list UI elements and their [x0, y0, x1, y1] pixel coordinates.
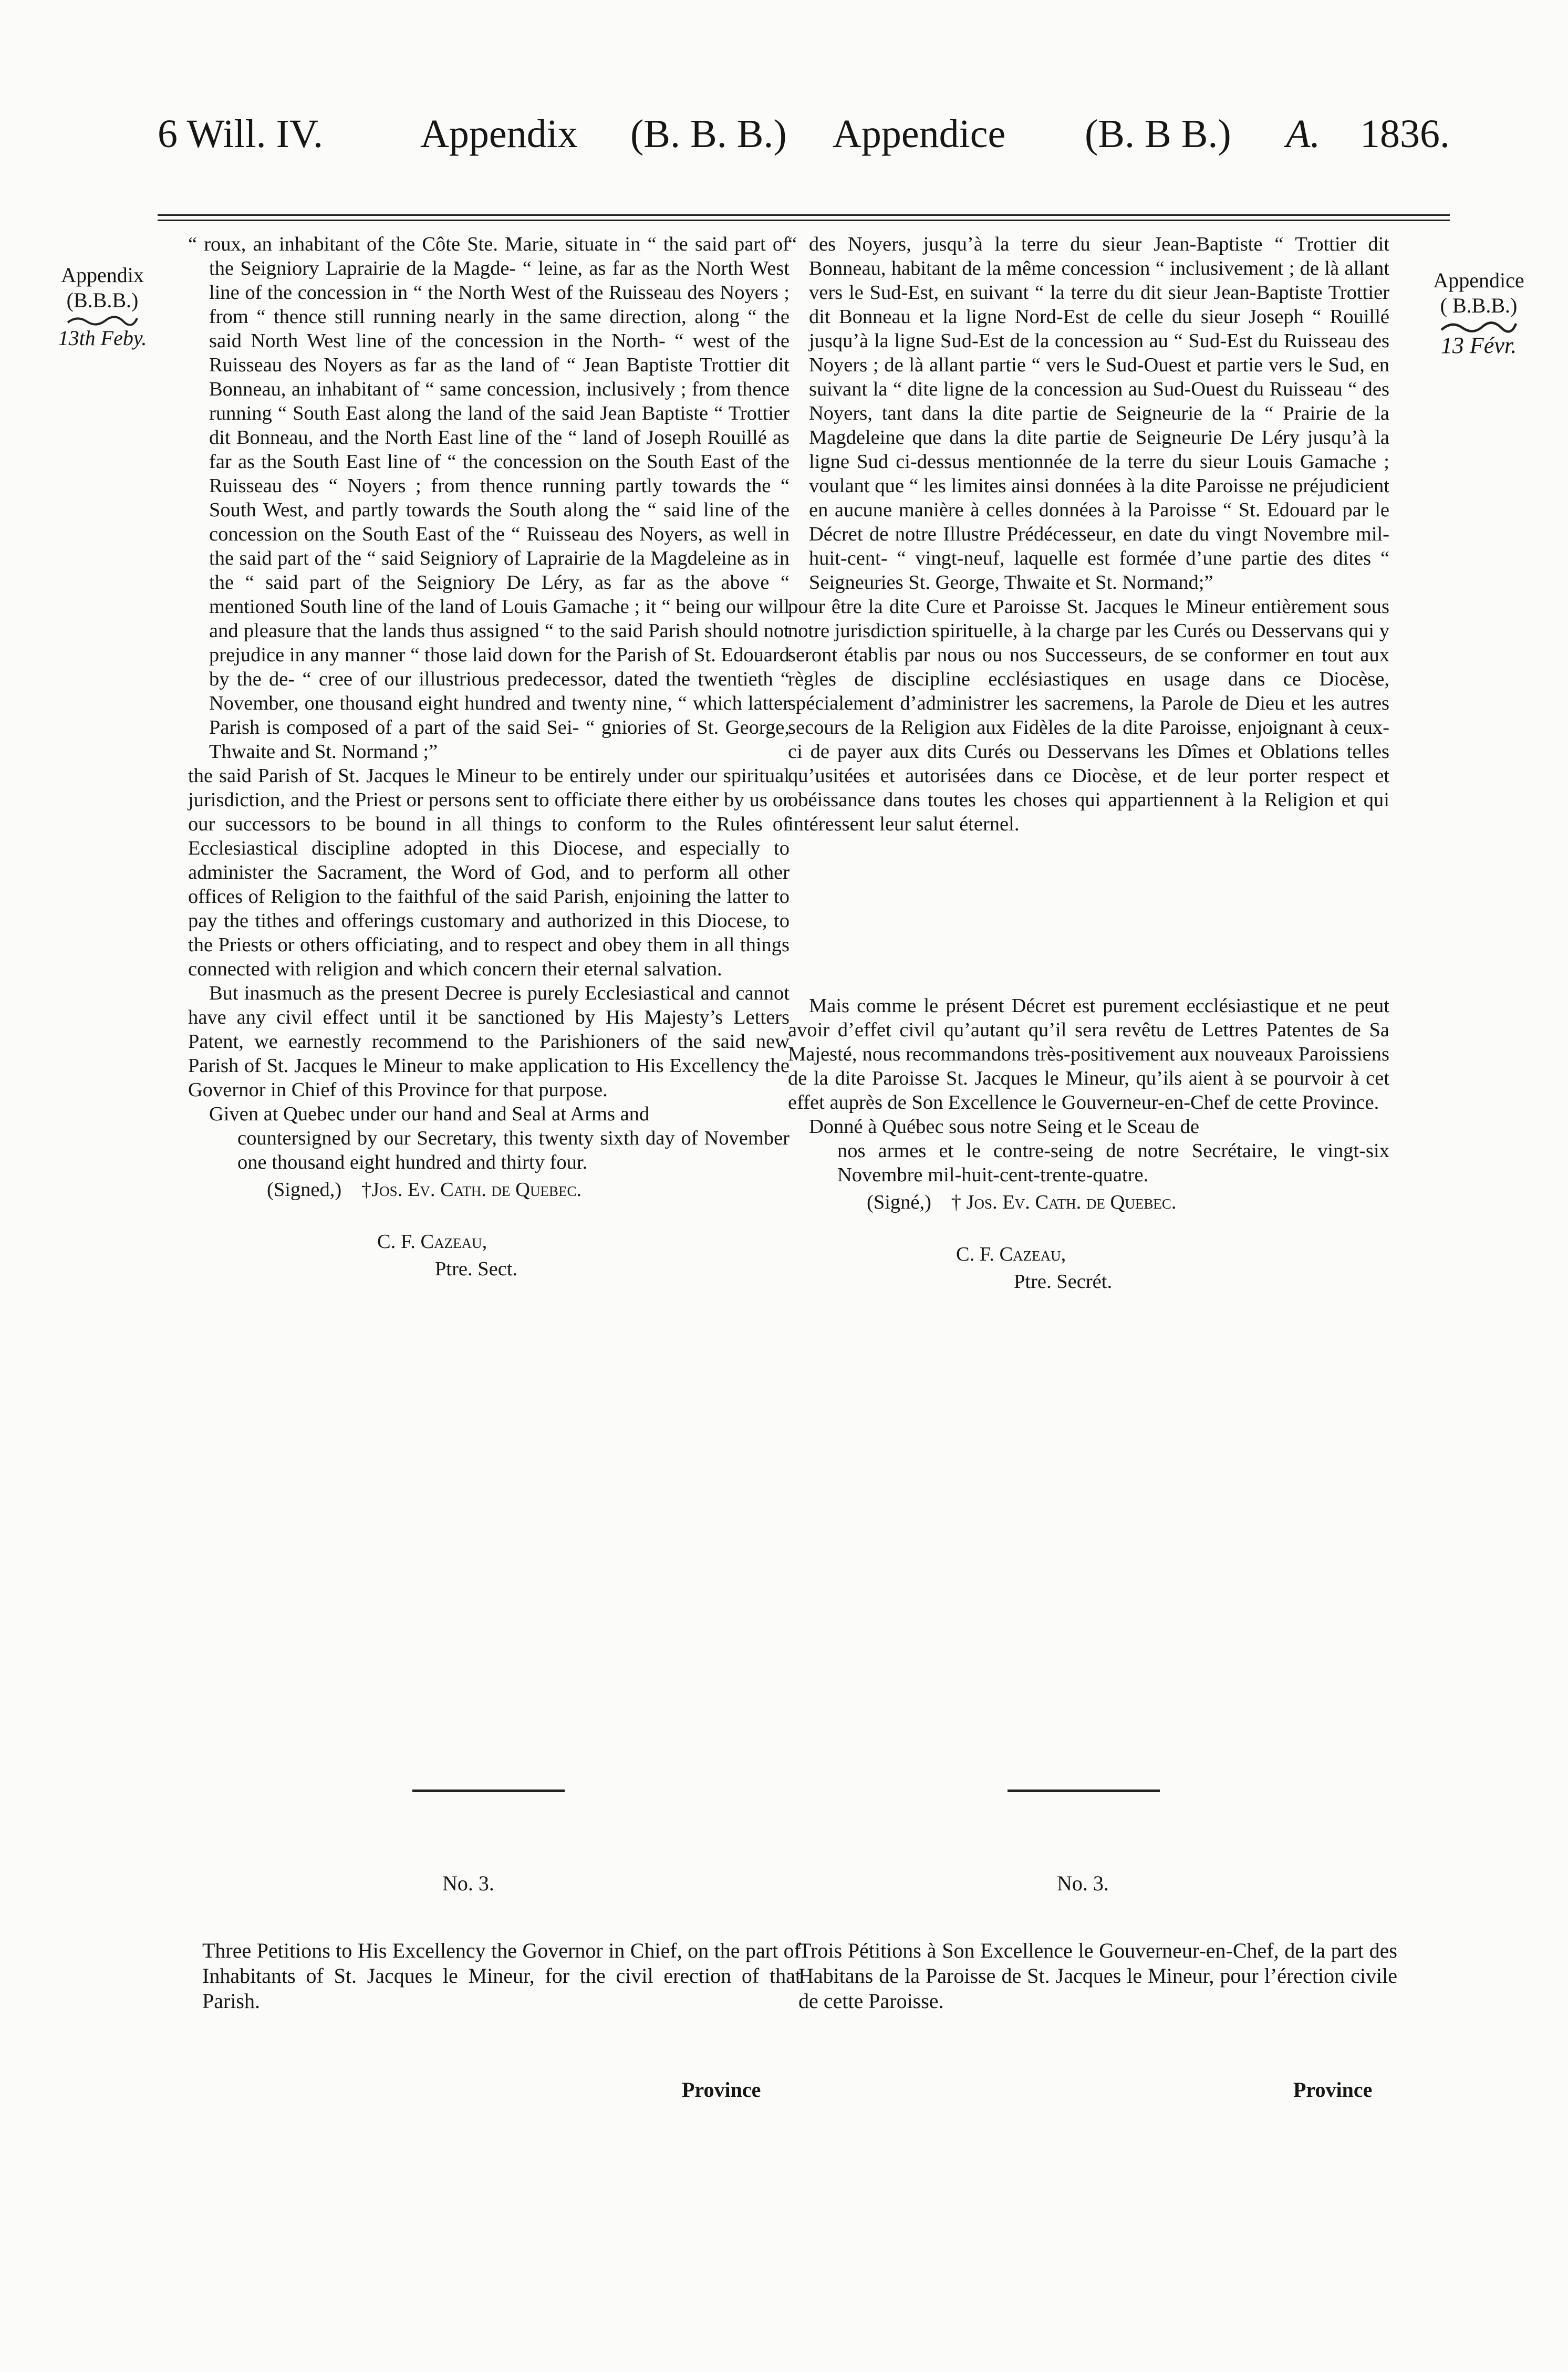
secretary-block [788, 1241, 1389, 1295]
bishop-signature: †Jos. Ev. Cath. de Quebec. [361, 1179, 582, 1201]
decree-quoted-passage: “ roux, an inhabitant of the Côte Ste. Marie, situate in “ the said part of the Seigniory Laprairie de la Magde- “ leine, as far as the North West line of the concession in “ the North West of the Ruisseau des Noyers ; from “ thence still running nearly in the same direction, along “ the said North West line of the concession in the North- “ west of the Ruisseau des Noyers as far as the land of “ Jean Baptiste Trottier dit Bonneau, an inhabitant of “ same concession, inclusively ; from thence running “ South East along the land of the said Jean Baptiste “ Trottier dit Bonneau, and the North East line of the “ land of Joseph Rouillé as far as the South East line of “ the concession on the South East of the Ruisseau des “ Noyers ; from thence running partly towards the “ South West, and partly towards the South along the “ said line of the concession on the South East of the “ Ruisseau des Noyers, as well in the said part of the “ said Seigniory of Laprairie de la Magdeleine as in the “ said part of the Seigniory De Léry, as far as the above “ mentioned South line of the land of Louis Gamache ; it “ being our will and pleasure that the lands thus assigned “ to the said Parish should not prejudice in any manner “ those laid down for the Parish of St. Edouard by the de- “ cree of our illustrious predecessor, dated the twentieth “ November, one thousand eight hundred and twenty nine, “ which latter Parish is composed of a part of the said Sei- “ gniories of St. George, Thwaite and St. Normand ;” [188, 233, 790, 763]
header-appendix-title: Appendix [420, 112, 578, 156]
header-mark: A. [1286, 112, 1321, 156]
secretary-name: C. F. Cazeau, [377, 1231, 487, 1253]
signed-label: (Signed,) [267, 1179, 342, 1201]
section-number-left: No. 3. [442, 1871, 494, 1895]
header-appendice-code: (B. B B.) [1085, 112, 1231, 156]
given-at-line: Given at Quebec under our hand and Seal at Arms and [209, 1103, 650, 1125]
margin-code: ( B.B.B.) [1440, 294, 1518, 317]
section-rule-right [1008, 1790, 1160, 1792]
header-regnal-year: 6 Will. IV. [158, 112, 324, 156]
secretary-name: C. F. Cazeau, [956, 1243, 1066, 1265]
secretary-block [188, 1228, 790, 1283]
margin-code: (B.B.B.) [66, 288, 139, 312]
header-rule-top [158, 214, 1450, 216]
civil-effect-paragraph: Mais comme le présent Décret est purement ecclésiastique et ne peut avoir d’effet civil qu’autant qu’il sera revêtu de Lettres Patentes de Sa Majesté, nous recommandons très-positivement aux nouveaux Paroissiens de la dite Paroisse St. Jacques le Mineur, qu’ils aient à se pourvoir à cet effet auprès de Son Excellence le Gouverneur-en-Chef de cette Province. [788, 995, 1389, 1114]
margin-label: Appendix [61, 263, 144, 287]
signed-label: (Signé,) [867, 1191, 931, 1213]
signature-line [788, 1190, 1389, 1214]
margin-note-right [1418, 268, 1539, 358]
secretary-title: Ptre. Sect. [435, 1258, 518, 1280]
running-header [158, 111, 1450, 174]
french-column [788, 232, 1389, 1295]
decree-quoted-passage: “ des Noyers, jusqu’à la terre du sieur Jean-Baptiste “ Trottier dit Bonneau, habitant de la même concession “ inclusivement ; de là allant vers le Sud-Est, en suivant “ la terre du dit sieur Jean-Baptiste Trottier dit Bonneau et la ligne Nord-Est de celle du sieur Joseph “ Rouillé jusqu’à la ligne Sud-Est de la concession au “ Sud-Est du Ruisseau des Noyers ; de là allant partie “ vers le Sud-Ouest et partie vers le Sud, en suivant la “ dite ligne de la concession au Sud-Ouest du Ruisseau “ des Noyers, tant dans la dite partie de Seigneurie de la “ Prairie de la Magdeleine que dans la dite partie de Seigneurie De Léry jusqu’à la ligne Sud ci-dessus mentionnée de la terre du sieur Louis Gamache ; voulant que “ les limites ainsi données à la dite Paroisse ne préjudicient en aucune manière à celles données à la Paroisse “ St. Edouard par le Décret de notre Illustre Prédécesseur, en date du vingt Novembre mil-huit-cent- “ vingt-neuf, laquelle est formée d’une partie des dites “ Seigneuries St. George, Thwaite et St. Normand;” [788, 233, 1389, 594]
catchword-right: Province [1293, 2078, 1373, 2101]
given-at-continuation: countersigned by our Secretary, this twenty sixth day of November one thousand eight hundred and thirty four. [237, 1127, 790, 1173]
margin-label: Appendice [1433, 268, 1524, 292]
section-number-right: No. 3. [1057, 1871, 1109, 1895]
given-at-continuation: nos armes et le contre-seing de notre Secrétaire, le vingt-six Novembre mil-huit-cent-trente-quatre. [837, 1140, 1389, 1186]
section-rule-left [412, 1790, 565, 1792]
petition-title-french: Trois Pétitions à Son Excellence le Gouverneur-en-Chef, de la part des Habitans de la Paroisse de St. Jacques le Mineur, pour l’érection civile de cette Paroisse. [798, 1939, 1397, 2013]
margin-date: 13 Févr. [1440, 332, 1517, 358]
header-year: 1836. [1360, 112, 1450, 156]
decree-continuation: the said Parish of St. Jacques le Mineur to be entirely under our spiritual jurisdiction, and the Priest or persons sent to officiate there either by us or our successors to be bound in all things to conform to the Rules of Ecclesiastical discipline adopted in this Diocese, and especially to administer the Sacrament, the Word of God, and to perform all other offices of Religion to the faithful of the said Parish, enjoining the latter to pay the tithes and offerings customary and authorized in this Diocese, to the Priests or others officiating, and to respect and obey them in all things connected with religion and which concern their eternal salvation. [188, 765, 790, 980]
given-at-line: Donné à Québec sous notre Seing et le Sceau de [809, 1116, 1200, 1138]
brace-flourish-icon [1439, 319, 1518, 333]
margin-date: 13th Feby. [58, 326, 147, 350]
header-appendice-title: Appendice [833, 112, 1006, 156]
english-column [188, 232, 790, 1283]
decree-continuation: pour être la dite Cure et Paroisse St. Jacques le Mineur entièrement sous notre jurisdiction spirituelle, à la charge par les Curés ou Desservans qui y seront établis par nous ou nos Successeurs, de se conformer en tout aux règles de discipline ecclésiastiques en usage dans ce Diocèse, spécialement d’administrer les sacremens, la Parole de Dieu et les autres secours de la Religion aux Fidèles de la dite Paroisse, enjoignant à ceux-ci de payer aux dits Curés ou Desservans les Dîmes et Oblations telles qu’usitées et autorisées dans ce Diocèse, et de leur porter respect et obéissance dans toutes les choses qui appartiennent à la Religion et qui intéressent leur salut éternel. [788, 596, 1389, 835]
civil-effect-paragraph: But inasmuch as the present Decree is purely Ecclesiastical and cannot have any civil effect until it be sanctioned by His Majesty’s Letters Patent, we earnestly recommend to the Parishioners of the said new Parish of St. Jacques le Mineur to make application to His Excellency the Governor in Chief of this Province for that purpose. [188, 982, 790, 1101]
header-rule-bottom [158, 220, 1450, 221]
brace-flourish-icon [66, 314, 139, 326]
secretary-title: Ptre. Secrét. [1014, 1271, 1113, 1293]
header-appendix-code: (B. B. B.) [630, 112, 787, 156]
petition-title-english: Three Petitions to His Excellency the Governor in Chief, on the part of Inhabitants of St. Jacques le Mineur, for the civil erection of that Parish. [202, 1939, 801, 2013]
bishop-signature: † Jos. Ev. Cath. de Quebec. [951, 1191, 1177, 1213]
signature-line [188, 1178, 790, 1202]
margin-note-left [45, 263, 160, 351]
catchword-left: Province [682, 2078, 761, 2101]
